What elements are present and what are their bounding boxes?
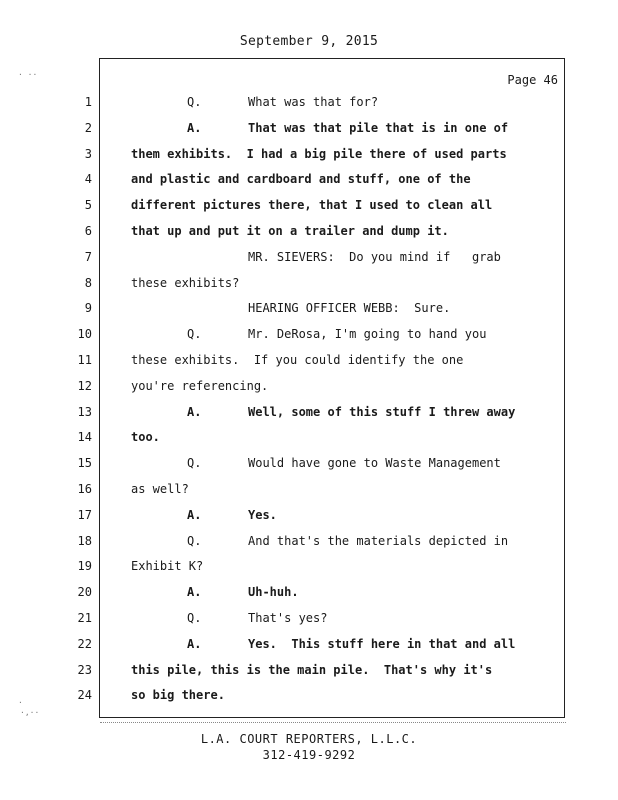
speaker-label: A.: [187, 637, 202, 651]
line-text: Uh-huh.: [248, 585, 299, 599]
line-number: 6: [84, 224, 92, 238]
line-number: 24: [77, 688, 92, 702]
margin-speck: · ··: [18, 70, 38, 79]
line-text: these exhibits. If you could identify the one: [131, 353, 464, 367]
margin-speck: ·,··: [20, 708, 40, 717]
speaker-label: A.: [187, 405, 202, 419]
line-number: 14: [77, 430, 92, 444]
line-text: Mr. DeRosa, I'm going to hand you: [248, 327, 487, 341]
line-text: HEARING OFFICER WEBB: Sure.: [248, 301, 451, 315]
speaker-label: A.: [187, 508, 202, 522]
line-number: 12: [77, 379, 92, 393]
line-number: 5: [84, 198, 92, 212]
line-number: 7: [84, 250, 92, 264]
line-number: 9: [84, 301, 92, 315]
line-text: MR. SIEVERS: Do you mind if grab: [248, 250, 501, 264]
line-text: Yes.: [248, 508, 277, 522]
line-number: 17: [77, 508, 92, 522]
bottom-dotted-rule: [100, 720, 566, 723]
line-text: and plastic and cardboard and stuff, one of the: [131, 172, 471, 186]
footer-company: L.A. COURT REPORTERS, L.L.C.: [200, 732, 418, 746]
line-text: That was that pile that is in one of: [248, 121, 509, 135]
line-text: And that's the materials depicted in: [248, 534, 509, 548]
line-text: What was that for?: [248, 95, 379, 109]
speaker-label: A.: [187, 585, 202, 599]
line-text: so big there.: [131, 688, 225, 702]
line-text: that up and put it on a trailer and dump it.: [131, 224, 449, 238]
line-text: these exhibits?: [131, 276, 240, 290]
line-text: That's yes?: [248, 611, 328, 625]
line-number: 3: [84, 147, 92, 161]
line-text: them exhibits. I had a big pile there of used parts: [131, 147, 507, 161]
line-text: Well, some of this stuff I threw away: [248, 405, 516, 419]
line-number: 8: [84, 276, 92, 290]
line-text: as well?: [131, 482, 189, 496]
margin-speck: ·: [18, 698, 23, 707]
speaker-label: A.: [187, 121, 202, 135]
line-number: 20: [77, 585, 92, 599]
page-number: Page 46: [507, 73, 558, 87]
line-number: 22: [77, 637, 92, 651]
speaker-label: Q.: [187, 611, 202, 625]
line-text: too.: [131, 430, 160, 444]
line-number: 4: [84, 172, 92, 186]
line-number: 13: [77, 405, 92, 419]
line-number: 2: [84, 121, 92, 135]
transcript-date: September 9, 2015: [239, 34, 379, 49]
speaker-label: Q.: [187, 327, 202, 341]
line-number: 23: [77, 663, 92, 677]
line-number: 1: [84, 95, 92, 109]
line-number: 19: [77, 559, 92, 573]
speaker-label: Q.: [187, 456, 202, 470]
line-text: different pictures there, that I used to clean all: [131, 198, 493, 212]
speaker-label: Q.: [187, 534, 202, 548]
line-number: 15: [77, 456, 92, 470]
line-number: 10: [77, 327, 92, 341]
line-text: you're referencing.: [131, 379, 269, 393]
line-number: 18: [77, 534, 92, 548]
footer-phone: 312-419-9292: [262, 748, 356, 762]
line-text: Exhibit K?: [131, 559, 204, 573]
line-number: 21: [77, 611, 92, 625]
speaker-label: Q.: [187, 95, 202, 109]
line-text: this pile, this is the main pile. That's why it's: [131, 663, 493, 677]
line-number: 16: [77, 482, 92, 496]
line-text: Yes. This stuff here in that and all: [248, 637, 516, 651]
line-text: Would have gone to Waste Management: [248, 456, 501, 470]
line-number: 11: [77, 353, 92, 367]
